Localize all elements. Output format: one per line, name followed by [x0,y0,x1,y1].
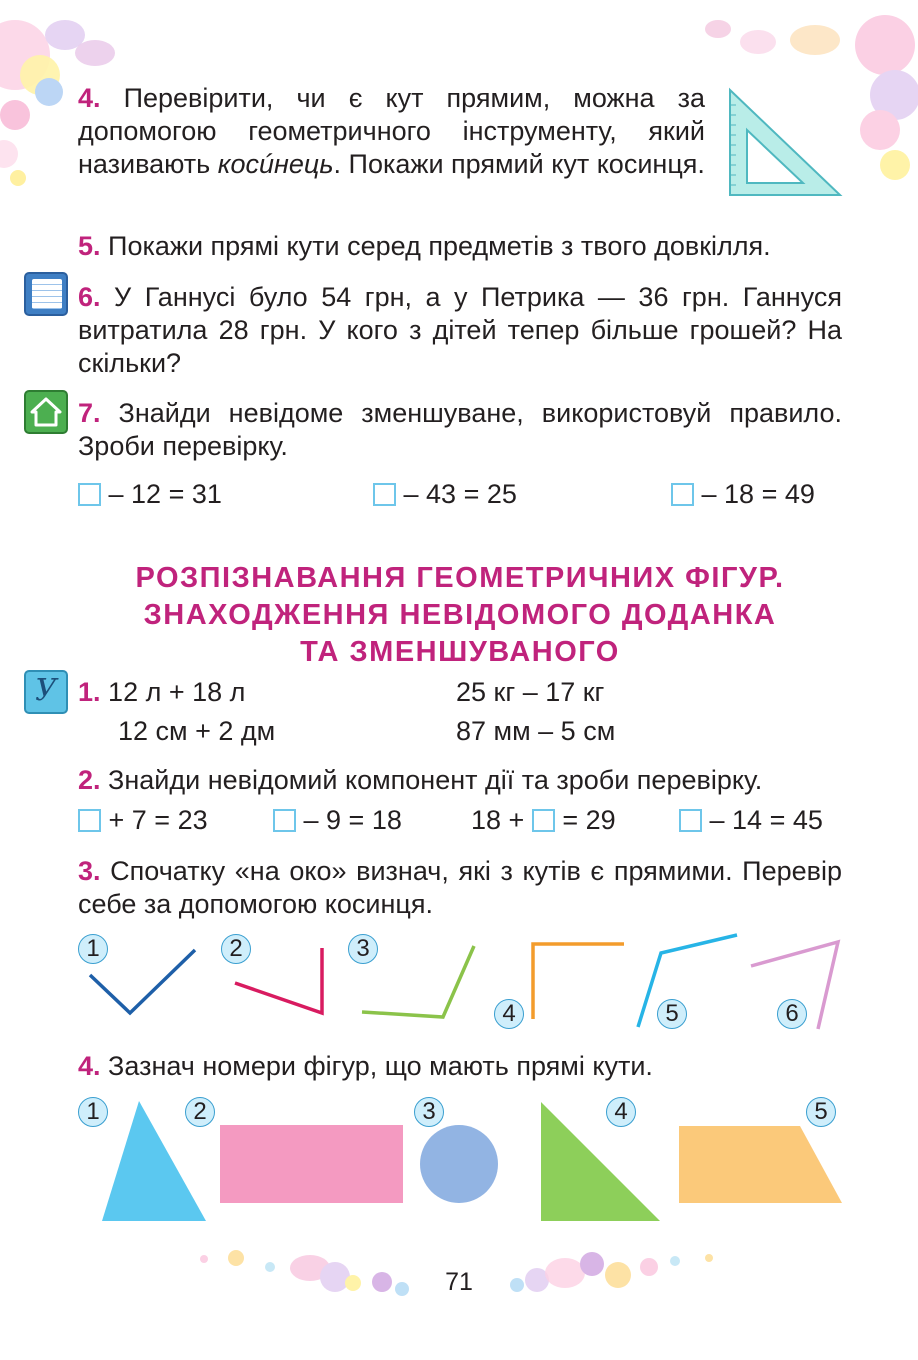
equation-2: – 43 = 25 [373,478,517,511]
task-6 [78,281,842,380]
figure-label: 1 [78,1097,108,1127]
expression: 12 см + 2 дм [118,716,276,746]
angle-4 [533,944,624,1019]
section-title [60,560,860,671]
lesson-task-3 [78,855,842,921]
lesson-task-2 [78,764,848,797]
task-text: У Ганнусі було 54 грн, а у Петрика — 36 грн. Ганнуся витратила 28 грн. У кого з дітей тепер більше грошей? На скільки? [78,282,842,378]
task2-equation-4: – 14 = 45 [679,804,823,837]
task-5 [78,230,848,263]
answer-box[interactable] [78,483,101,506]
figure-label: 4 [606,1097,636,1127]
figure-label: 2 [185,1097,215,1127]
figure-label: 5 [806,1097,836,1127]
expression: 87 мм – 5 см [456,716,616,746]
task-text: Знайди невідоме зменшуване, використовуй правило. Зроби перевірку. [78,398,842,461]
equation-3: – 18 = 49 [671,478,815,511]
figure-label: 3 [414,1097,444,1127]
task-number: 5. [78,231,101,261]
task2-equation-3: 18 + = 29 [471,805,616,835]
task-7 [78,397,842,463]
answer-box[interactable] [273,809,296,832]
answer-box[interactable] [373,483,396,506]
task2-equation-2: – 9 = 18 [273,804,402,837]
task-number: 1. [78,677,101,707]
task2-equation-1: + 7 = 23 [78,804,208,837]
task-number: 4. [78,1051,101,1081]
figures-drawing [0,1095,918,1225]
answer-box[interactable] [679,809,702,832]
angle-5 [638,935,737,1027]
section-title-line: ЗНАХОДЖЕННЯ НЕВІДОМОГО ДОДАНКА [143,599,777,631]
figure-3-circle [420,1125,498,1203]
angle-3 [362,946,474,1017]
angle-1 [90,950,195,1013]
task-number: 4. [78,83,101,113]
angle-label: 5 [657,999,687,1029]
home-icon [24,390,68,434]
set-square-illustration [725,85,845,200]
section-title-line: РОЗПІЗНАВАННЯ ГЕОМЕТРИЧНИХ ФІГУР. [135,562,785,594]
task-text: Зазнач номери фігур, що мають прямі кути. [108,1051,653,1081]
answer-box[interactable] [671,483,694,506]
expression: 12 л + 18 л [108,677,246,707]
task-text: . Покажи прямий кут косинця. [333,149,705,179]
angle-label: 6 [777,999,807,1029]
angle-label: 1 [78,934,108,964]
lesson-task-4 [78,1050,848,1083]
task-text: Перевірити, чи є кут прямим, можна за допомогою геометричного інструменту, який називають [78,83,705,179]
equation-1: – 12 = 31 [78,478,222,511]
task-number: 7. [78,398,101,428]
page-number: 71 [445,1268,473,1296]
expression: 25 кг – 17 кг [456,677,605,707]
angle-label: 3 [348,934,378,964]
term-kosynets: косúнець [217,149,334,179]
angle-label: 2 [221,934,251,964]
answer-box[interactable] [532,809,555,832]
task-text: Спочатку «на око» визнач, які з кутів є прямими. Перевір себе за допомогою косинця. [78,856,842,919]
task-4-intro [78,82,705,181]
answer-box[interactable] [78,809,101,832]
angle-label: 4 [494,999,524,1029]
figure-2-rectangle [220,1125,403,1203]
task-number: 6. [78,282,101,312]
figure-5-trapezoid [679,1126,842,1203]
task-number: 3. [78,856,101,886]
task-text: Покажи прямі кути серед предметів з твого довкілля. [108,231,771,261]
notebook-icon [24,272,68,316]
task-number: 2. [78,765,101,795]
oral-counting-icon: У [24,670,68,714]
section-title-line: ТА ЗМЕНШУВАНОГО [300,636,620,668]
task-text: Знайди невідомий компонент дії та зроби перевірку. [108,765,763,795]
lesson-task-1 [78,676,245,709]
figure-4-right-triangle [541,1102,660,1221]
